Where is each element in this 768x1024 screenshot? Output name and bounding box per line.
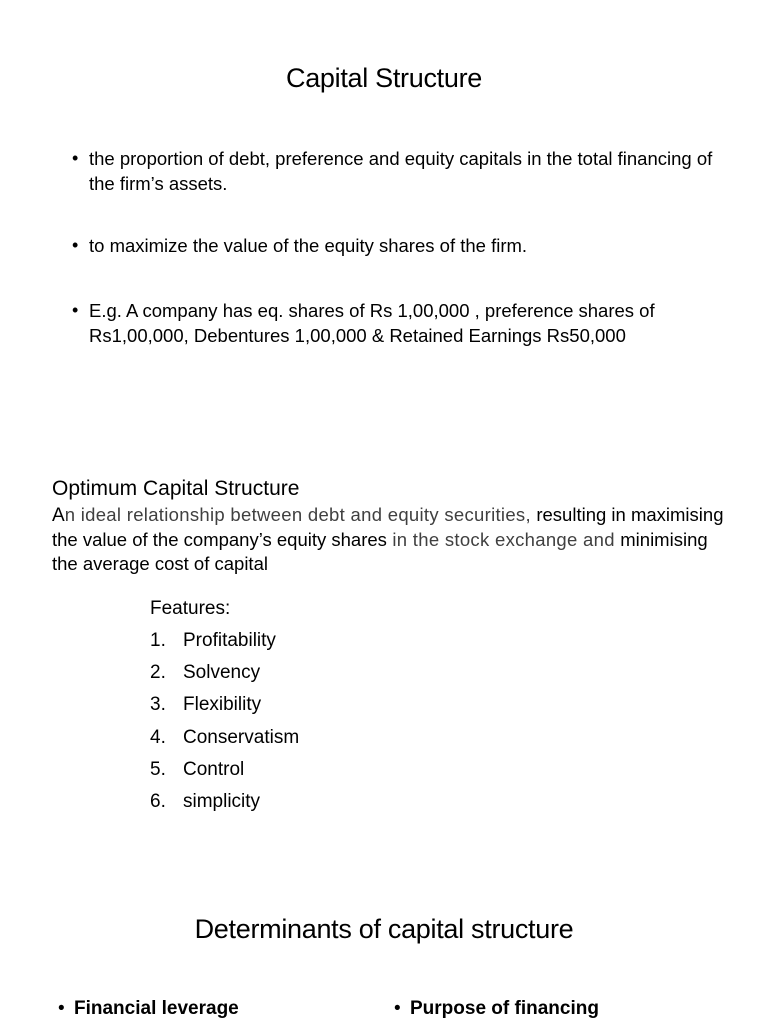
feature-item [150, 630, 276, 652]
feature-label: Conservatism [183, 727, 300, 748]
optimum-definition-paragraph [52, 503, 732, 576]
feature-item [150, 759, 244, 781]
feature-number: 1. [150, 630, 166, 651]
feature-item [150, 727, 299, 749]
feature-item [150, 694, 261, 716]
definition-part-3: in the stock exchange and [386, 529, 621, 550]
determinant-purpose-of-financing: • Purpose of financing [394, 998, 599, 1020]
determinant-financial-leverage: • Financial leverage [58, 998, 239, 1020]
bullet-definition: • the proportion of debt, preference and equity capitals in the total financing of the firm’s assets. [72, 146, 739, 196]
feature-number: 3. [150, 694, 166, 715]
definition-part-2: resulting in maximising the value of the company’s equity shares [52, 504, 724, 550]
slide-title-determinants: Determinants of capital structure [194, 914, 574, 944]
feature-number: 6. [150, 791, 166, 812]
feature-label: Flexibility [183, 694, 262, 715]
feature-label: Profitability [183, 630, 276, 651]
definition-part-4: minimising the average cost of capital [52, 529, 708, 574]
feature-label: Solvency [183, 662, 261, 683]
definition-first-letter: A [52, 505, 65, 526]
optimum-capital-structure-heading: Optimum Capital Structure [52, 477, 300, 500]
feature-number: 2. [150, 662, 166, 683]
definition-part-1: n ideal relationship between debt and equity securities, [64, 504, 537, 525]
features-label: Features: [150, 598, 231, 619]
feature-label: simplicity [183, 791, 261, 812]
feature-number: 5. [150, 759, 166, 780]
feature-item [150, 662, 260, 684]
bullet-example: • E.g. A company has eq. shares of Rs 1,00,000 , preference shares of Rs1,00,000, Debentures 1,00,000 & Retained Earnings Rs50,000 [72, 298, 739, 348]
feature-label: Control [183, 759, 245, 780]
feature-number: 4. [150, 727, 166, 748]
slide-title-capital-structure: Capital Structure [286, 63, 482, 93]
feature-item [150, 791, 260, 813]
bullet-objective: • to maximize the value of the equity shares of the firm. [72, 233, 739, 258]
